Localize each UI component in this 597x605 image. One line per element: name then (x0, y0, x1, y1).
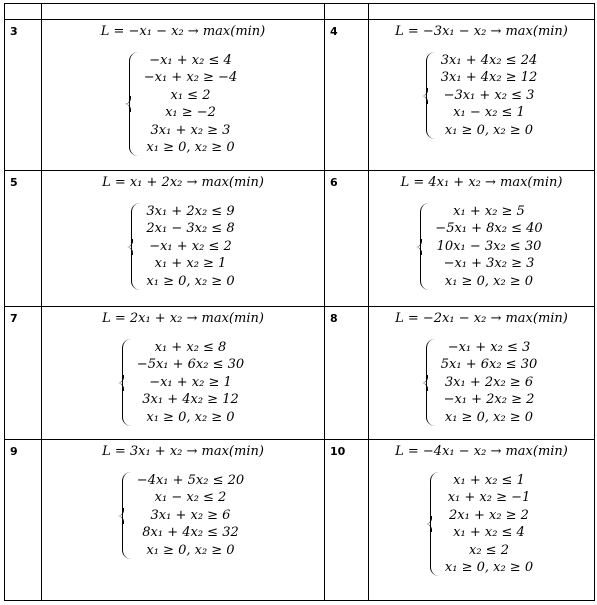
constraint-system (369, 52, 594, 139)
constraint-line: 3x₁ + 2x₂ ≤ 9 (146, 204, 235, 219)
problem-cell (369, 307, 595, 440)
problem-content (369, 440, 594, 600)
constraint-line: x₁ + x₂ ≤ 4 (453, 525, 525, 541)
objective-function: L = −4x₁ − x₂ → max(min) (395, 444, 568, 459)
constraint-line: x₁ ≤ 2 (170, 87, 211, 103)
constraint-line: x₁ + x₂ ≥ 5 (453, 204, 525, 219)
constraint-line: −4x₁ + 5x₂ ≤ 20 (136, 473, 245, 488)
problem-number: 9 (10, 445, 18, 458)
problem-content (42, 307, 324, 439)
constraint-line: 3x₁ + 2x₂ ≥ 6 (444, 374, 534, 390)
objective-function: L = −x₁ − x₂ → max(min) (100, 24, 266, 39)
constraint-line: −x₁ + x₂ ≥ 1 (149, 374, 232, 390)
constraint-line: −x₁ + x₂ ≤ 2 (149, 238, 232, 254)
left-brace (420, 203, 431, 290)
objective-function: L = −2x₁ − x₂ → max(min) (395, 311, 568, 326)
constraint-line: x₁ − x₂ ≤ 1 (453, 105, 525, 121)
problem-number: 6 (330, 176, 338, 189)
problem-content (369, 171, 594, 306)
constraint-system (369, 339, 594, 426)
constraint-line: 8x₁ + 4x₂ ≤ 32 (142, 525, 239, 541)
problem-number-cell (5, 307, 42, 440)
problem-number: 7 (10, 312, 18, 325)
problem-number-cell (325, 307, 369, 440)
constraint-line: x₁ ≥ −2 (165, 105, 216, 121)
constraint-line: x₁ ≥ 0, x₂ ≥ 0 (146, 273, 235, 289)
problem-number-cell (325, 20, 369, 171)
problem-number-cell (5, 171, 42, 307)
table-row (5, 20, 595, 171)
header-cell (42, 4, 325, 20)
constraint-line: −x₁ + x₂ ≥ −4 (143, 70, 238, 86)
problem-cell (369, 171, 595, 307)
constraint-system (42, 52, 324, 156)
constraint-line: 2x₁ − 3x₂ ≤ 8 (146, 221, 235, 237)
objective-function: L = 3x₁ + x₂ → max(min) (102, 444, 264, 459)
constraint-line: x₁ ≥ 0, x₂ ≥ 0 (444, 273, 534, 289)
constraint-line: −x₁ + x₂ ≤ 4 (149, 53, 232, 68)
problem-cell (42, 171, 325, 307)
constraint-line: −x₁ + x₂ ≤ 3 (447, 340, 531, 355)
table-row (5, 171, 595, 307)
problem-content (369, 307, 594, 439)
left-brace (131, 203, 142, 290)
problem-number-cell (325, 440, 369, 601)
left-brace (426, 339, 437, 426)
constraint-line: 5x₁ + 6x₂ ≤ 30 (440, 357, 538, 373)
constraint-line: −5x₁ + 6x₂ ≤ 30 (136, 357, 245, 373)
constraint-system (42, 203, 324, 290)
constraint-line: 2x₁ + x₂ ≥ 2 (449, 507, 529, 523)
problem-number: 3 (10, 25, 18, 38)
left-brace (122, 339, 133, 426)
problem-cell (369, 20, 595, 171)
constraint-line: 3x₁ + x₂ ≥ 3 (150, 122, 231, 138)
problem-number: 5 (10, 176, 18, 189)
problem-number-cell (5, 20, 42, 171)
constraint-system (369, 472, 594, 576)
problem-number: 8 (330, 312, 338, 325)
constraint-line: x₁ ≥ 0, x₂ ≥ 0 (146, 542, 235, 558)
header-row (5, 4, 595, 20)
problem-cell (42, 20, 325, 171)
problem-cell (369, 440, 595, 601)
constraint-line: x₁ ≥ 0, x₂ ≥ 0 (146, 140, 235, 156)
constraint-line: −x₁ + 2x₂ ≥ 2 (443, 392, 535, 408)
constraint-line: 3x₁ + 4x₂ ≥ 12 (440, 70, 538, 86)
constraint-line: x₂ ≤ 2 (469, 542, 509, 558)
header-cell (325, 4, 369, 20)
constraint-line: 10x₁ − 3x₂ ≤ 30 (436, 238, 542, 254)
constraint-line: x₁ ≥ 0, x₂ ≥ 0 (444, 122, 534, 138)
left-brace (430, 472, 441, 576)
left-brace (426, 52, 437, 139)
problem-content (42, 171, 324, 306)
objective-function: L = 2x₁ + x₂ → max(min) (102, 311, 264, 326)
constraint-line: x₁ + x₂ ≤ 8 (154, 340, 227, 355)
constraint-line: 3x₁ + 4x₂ ≤ 24 (440, 53, 538, 68)
constraint-system (369, 203, 594, 290)
problem-number: 10 (330, 445, 346, 458)
constraint-line: x₁ + x₂ ≥ 1 (154, 256, 227, 272)
left-brace (129, 52, 140, 156)
constraint-line: x₁ + x₂ ≤ 1 (453, 473, 525, 488)
header-cell (5, 4, 42, 20)
problem-content (369, 20, 594, 170)
constraint-line: x₁ + x₂ ≥ −1 (447, 490, 531, 506)
constraint-line: x₁ ≥ 0, x₂ ≥ 0 (444, 560, 534, 576)
problem-number-cell (5, 440, 42, 601)
objective-function: L = x₁ + 2x₂ → max(min) (102, 175, 264, 190)
problem-number: 4 (330, 25, 338, 38)
constraint-line: x₁ ≥ 0, x₂ ≥ 0 (146, 409, 235, 425)
constraint-line: −x₁ + 3x₂ ≥ 3 (443, 256, 535, 272)
problem-cell (42, 440, 325, 601)
constraint-system (42, 339, 324, 426)
constraint-line: 3x₁ + 4x₂ ≥ 12 (142, 392, 239, 408)
problem-number-cell (325, 171, 369, 307)
constraint-line: x₁ ≥ 0, x₂ ≥ 0 (444, 409, 534, 425)
objective-function: L = −3x₁ − x₂ → max(min) (395, 24, 568, 39)
constraint-line: −5x₁ + 8x₂ ≤ 40 (435, 221, 543, 237)
table-row (5, 440, 595, 601)
problems-table (4, 3, 595, 601)
constraint-line: 3x₁ + x₂ ≥ 6 (150, 507, 231, 523)
problem-content (42, 440, 324, 600)
left-brace (122, 472, 133, 559)
constraint-system (42, 472, 324, 559)
constraint-line: −3x₁ + x₂ ≤ 3 (443, 87, 535, 103)
header-cell (369, 4, 595, 20)
problem-content (42, 20, 324, 170)
problem-cell (42, 307, 325, 440)
objective-function: L = 4x₁ + x₂ → max(min) (400, 175, 563, 190)
constraint-line: x₁ − x₂ ≤ 2 (154, 490, 227, 506)
table-row (5, 307, 595, 440)
